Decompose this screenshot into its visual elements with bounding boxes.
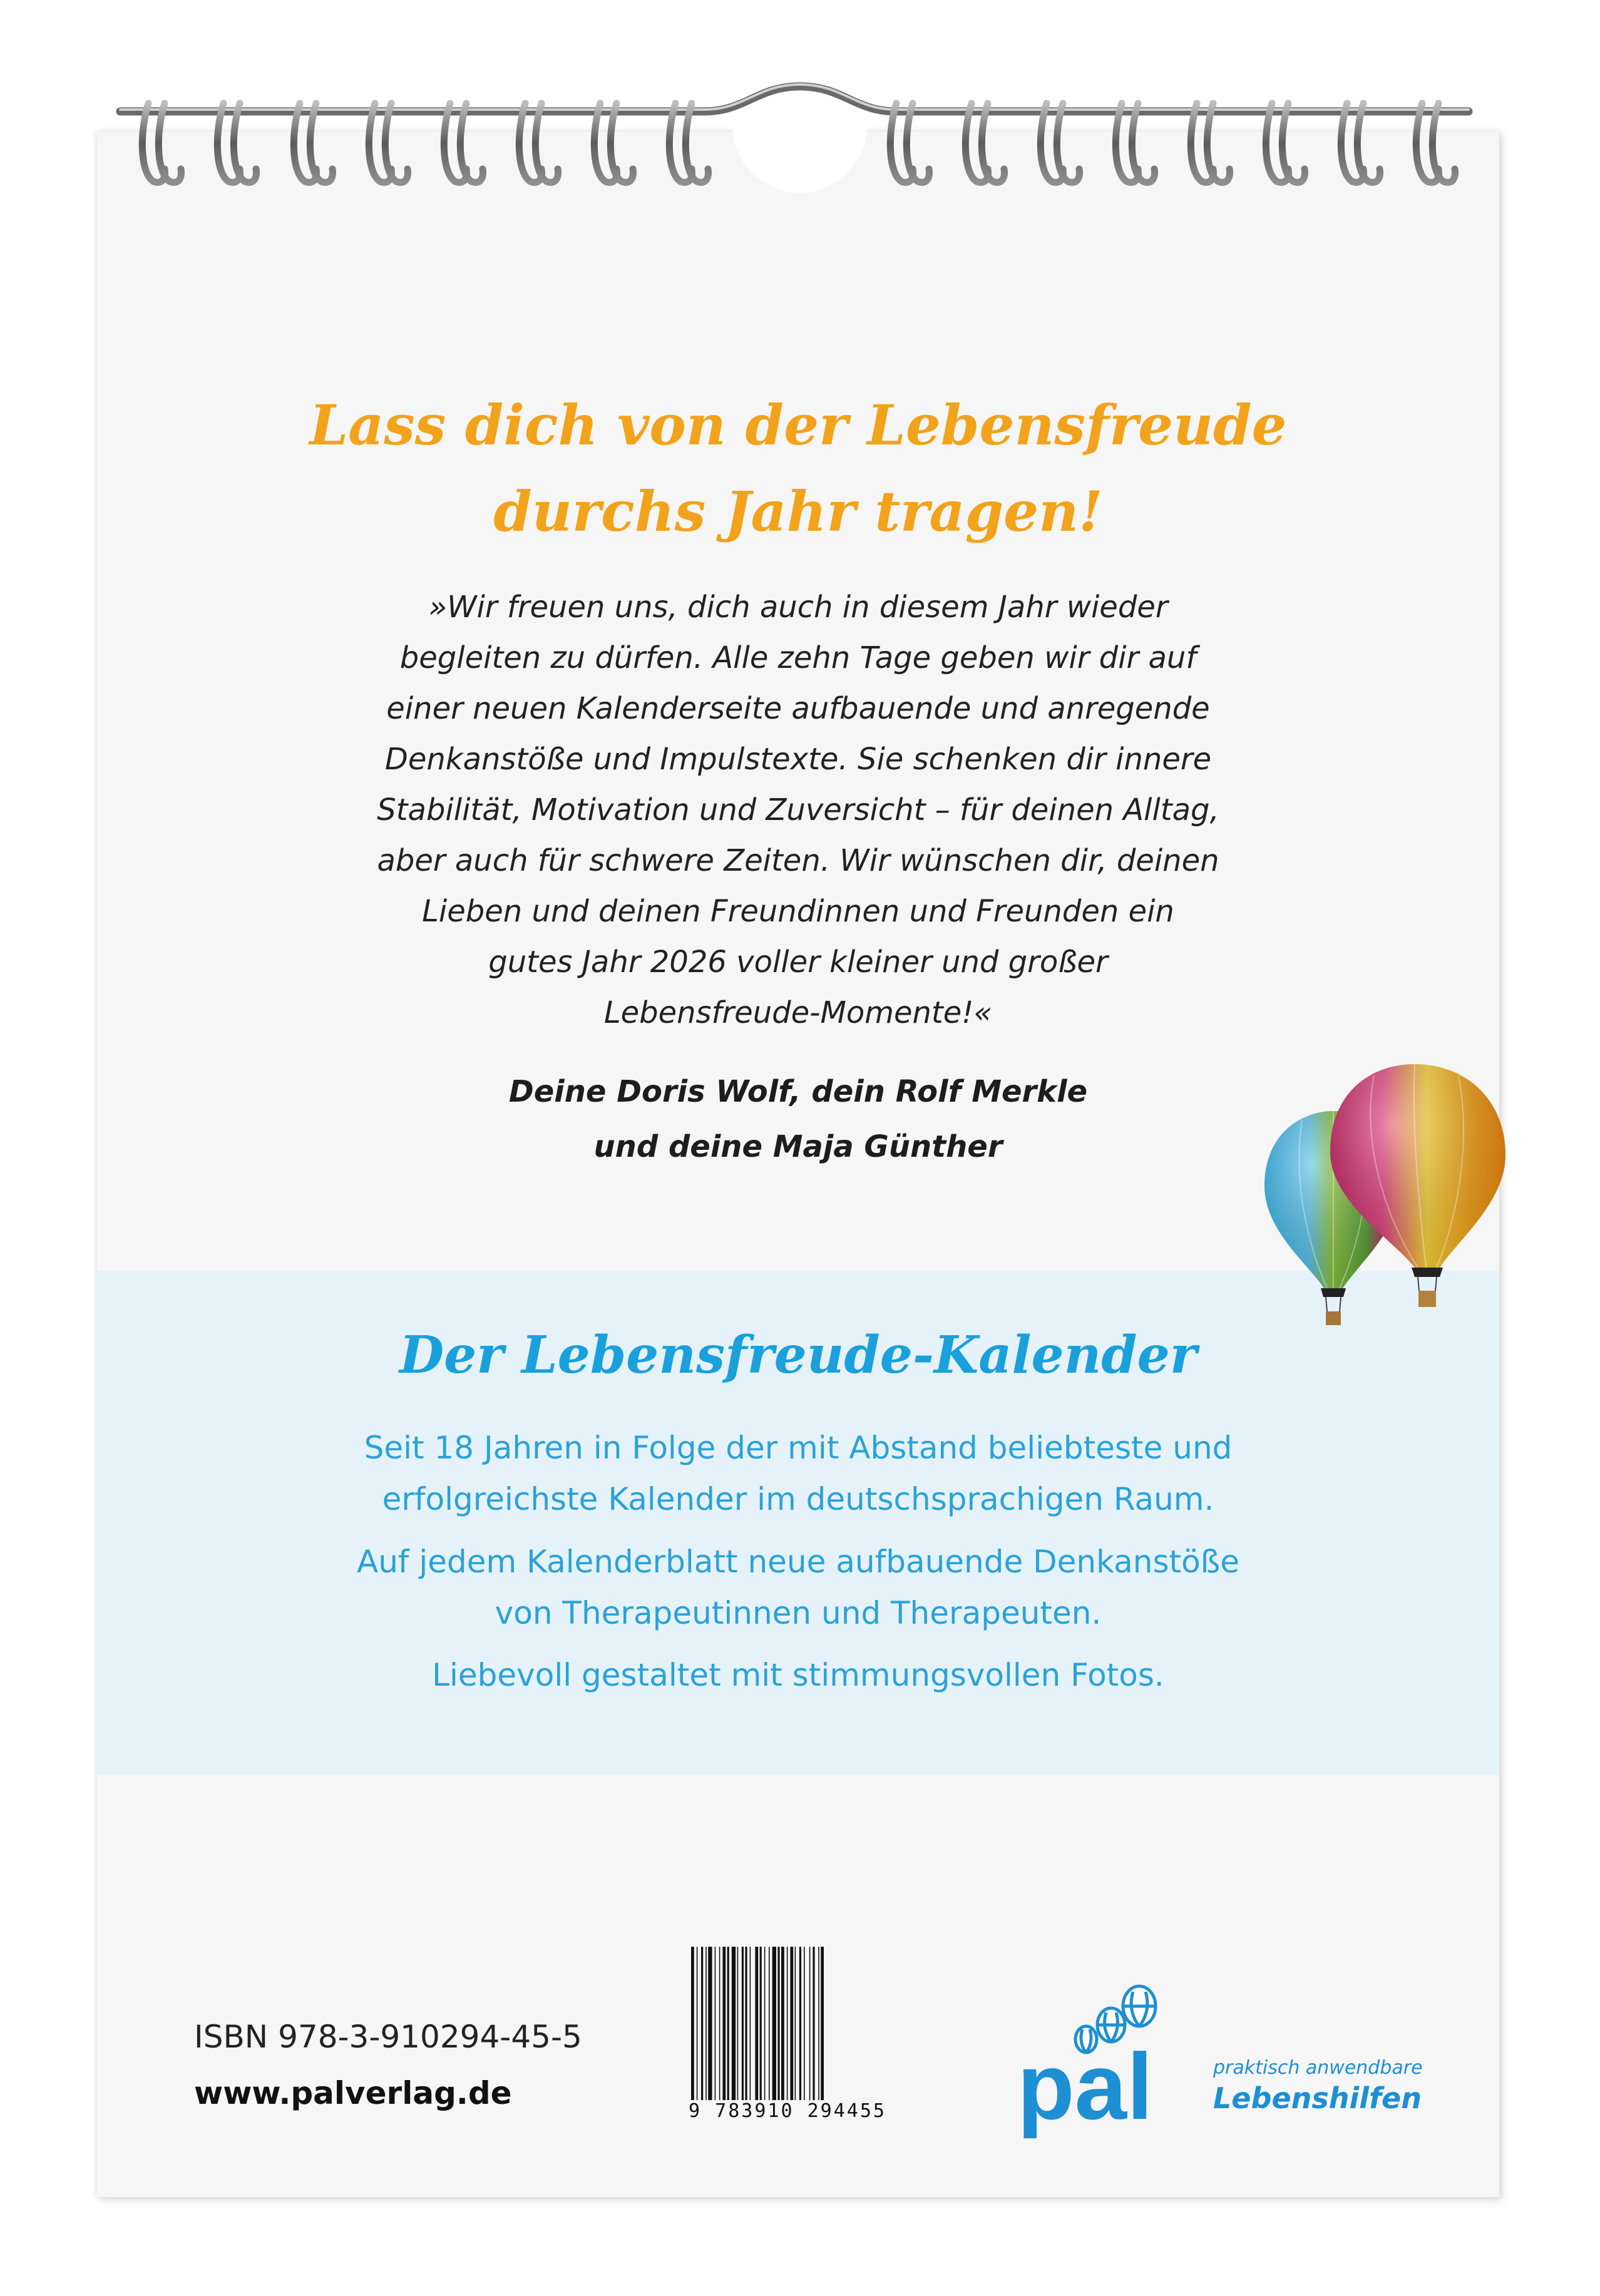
barcode-bar <box>818 1947 819 2103</box>
barcode-bar <box>795 1947 796 2103</box>
barcode-bar <box>813 1947 814 2103</box>
quote-line: aber auch für schwere Zeiten. Wir wünschen dir, deinen <box>377 843 1219 878</box>
barcode-bar <box>715 1947 716 2103</box>
quote-line: »Wir freuen uns, dich auch in diesem Jahr wieder <box>428 590 1168 625</box>
website-url[interactable]: www.palverlag.de <box>194 2075 512 2111</box>
barcode-bar <box>732 1947 736 2103</box>
barcode-bar <box>755 1947 758 2103</box>
barcode-bar <box>821 1947 824 2103</box>
quote-text <box>300 582 1296 1038</box>
barcode-bar <box>742 1947 744 2103</box>
logo-wordmark: pal <box>1017 2034 1153 2139</box>
band-title: Der Lebensfreude-Kalender <box>399 1325 1197 1385</box>
barcode-bar <box>697 1947 698 2103</box>
pal-logo <box>1011 1978 1218 2141</box>
barcode-bar <box>799 1947 801 2103</box>
barcode-bar <box>777 1947 779 2103</box>
band-p2-line-2: von Therapeutinnen und Therapeuten. <box>495 1595 1102 1631</box>
barcode-bar <box>737 1947 739 2103</box>
barcode-bar <box>745 1947 747 2103</box>
barcode-bar <box>760 1947 762 2103</box>
barcode-bar <box>701 1947 703 2103</box>
barcode-bar <box>719 1947 721 2103</box>
signature-line-2: und deine Maja Günther <box>593 1129 1003 1164</box>
barcode-bar <box>691 1947 694 2103</box>
barcode-bar <box>772 1947 776 2103</box>
barcode-bar <box>787 1947 788 2103</box>
barcode-bar <box>708 1947 712 2103</box>
barcode-bar <box>727 1947 729 2103</box>
headline-line-2: durchs Jahr tragen! <box>493 479 1103 544</box>
band-paragraph-3: Liebevoll gestaltet mit stimmungsvollen Fotos. <box>432 1657 1164 1693</box>
band-p2-line-1: Auf jedem Kalenderblatt neue aufbauende Denkanstöße <box>357 1544 1239 1580</box>
logo-tagline <box>1213 2056 1423 2116</box>
band-paragraph-1 <box>97 1422 1499 1525</box>
balloon-front <box>1330 1064 1505 1307</box>
barcode-bar <box>705 1947 707 2103</box>
barcode-bar <box>781 1947 784 2103</box>
quote-line: Lieben und deinen Freundinnen und Freunden ein <box>422 894 1174 929</box>
barcode-bar <box>809 1947 811 2103</box>
quote-line: Denkanstöße und Impulstexte. Sie schenken dir innere <box>384 742 1212 777</box>
signature-line-1: Deine Doris Wolf, dein Rolf Merkle <box>508 1074 1088 1109</box>
hot-air-balloons-illustration <box>1258 1058 1509 1377</box>
band-paragraph-2 <box>97 1536 1499 1639</box>
quote-line: Stabilität, Motivation und Zuversicht – für deinen Alltag, <box>377 792 1219 828</box>
band-p1-line-1: Seit 18 Jahren in Folge der mit Abstand beliebteste und <box>364 1430 1233 1466</box>
logo-tagline-big: Lebenshilfen <box>1213 2081 1422 2115</box>
barcode-bar <box>764 1947 766 2103</box>
band-p1-line-2: erfolgreichste Kalender im deutschsprachigen Raum. <box>382 1481 1214 1517</box>
wire-binding <box>0 0 1600 213</box>
logo-tagline-small: praktisch anwendbare <box>1213 2057 1423 2079</box>
quote-line: gutes Jahr 2026 voller kleiner und großer <box>488 945 1108 980</box>
barcode-digits: 9 783910 294455 <box>662 2100 913 2122</box>
barcode-bar <box>750 1947 751 2103</box>
quote-line: begleiten zu dürfen. Alle zehn Tage geben wir dir auf <box>399 640 1197 675</box>
quote-line: einer neuen Kalenderseite aufbauende und anregende <box>386 691 1210 726</box>
quote-line: Lebensfreude-Momente!« <box>603 995 993 1030</box>
isbn: ISBN 978-3-910294-45-5 <box>194 2019 582 2055</box>
barcode-bar <box>804 1947 805 2103</box>
signature <box>300 1064 1296 1174</box>
headline-line-1: Lass dich von der Lebensfreude <box>309 392 1287 458</box>
barcode-bar <box>790 1947 793 2103</box>
barcode-bar <box>722 1947 726 2103</box>
barcode-bar <box>769 1947 770 2103</box>
